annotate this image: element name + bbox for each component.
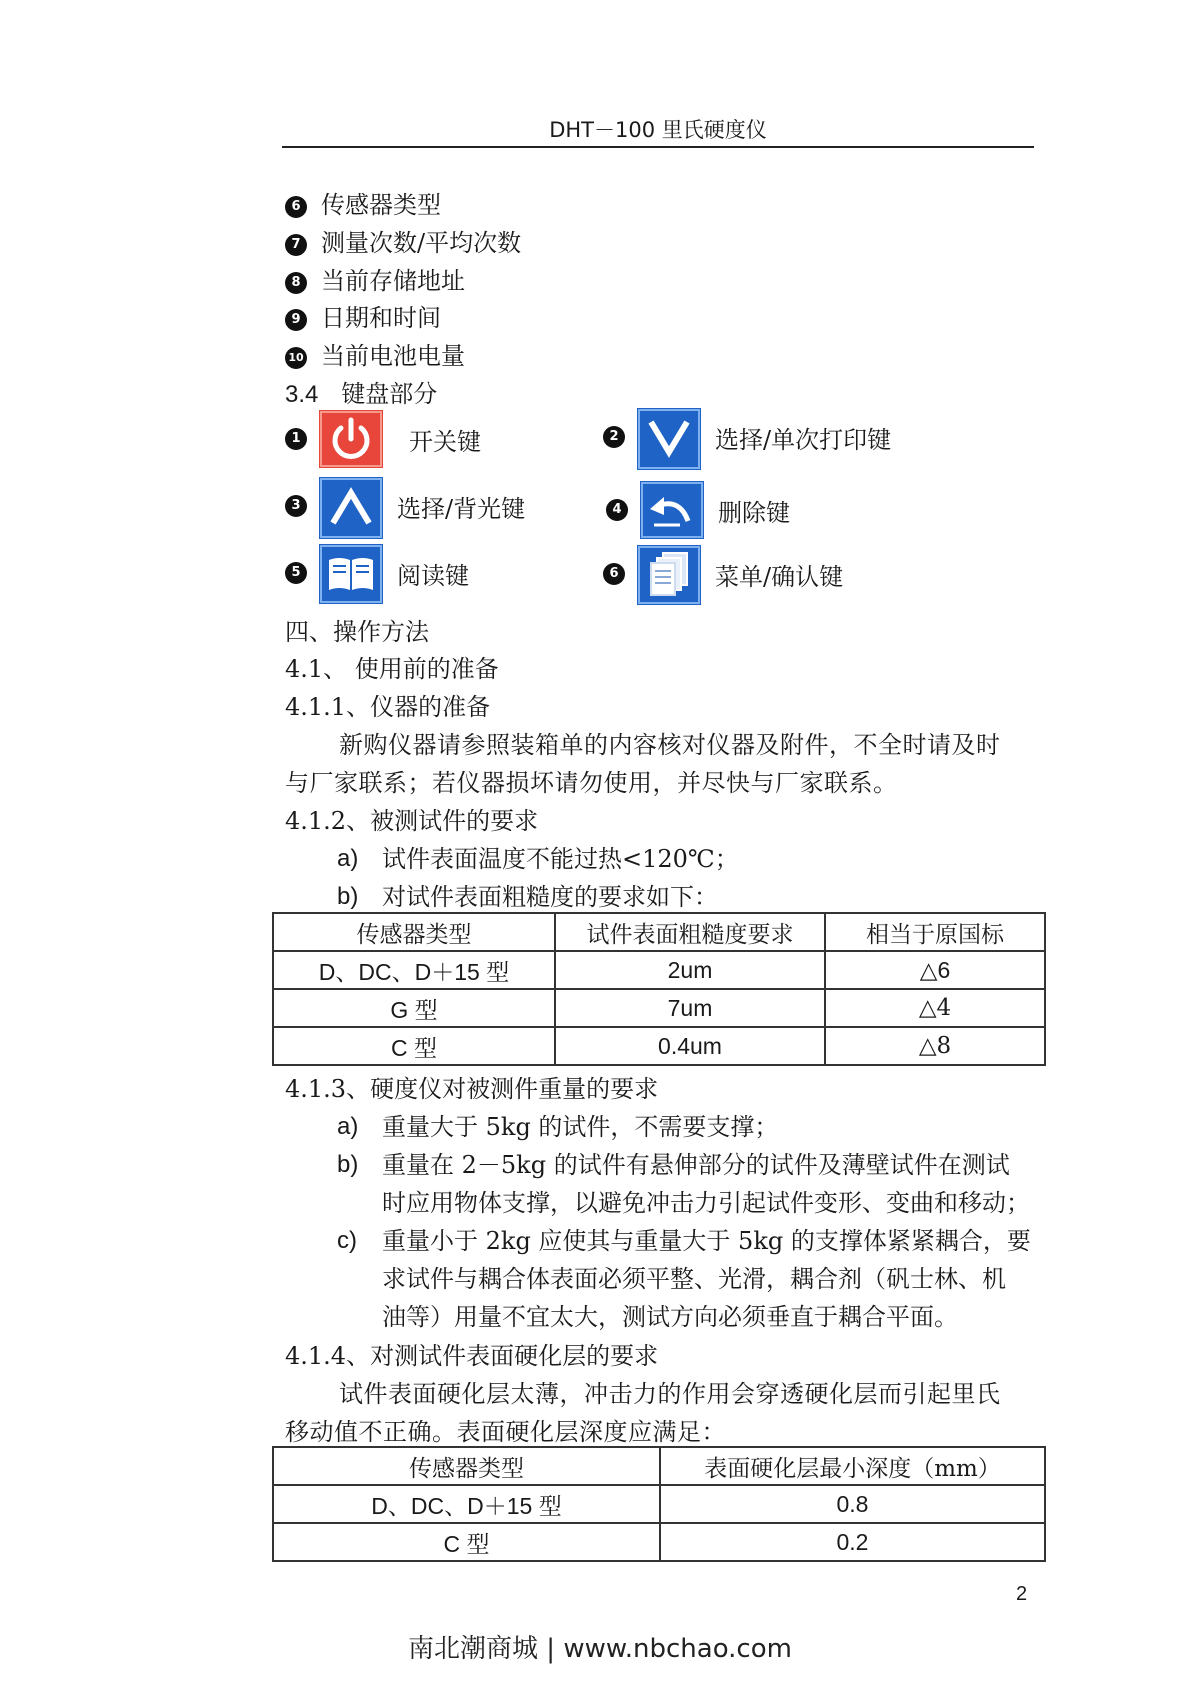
list-text: 重量大于 5kg 的试件，不需要支撑； [382, 1113, 779, 1141]
hardened-layer-table [272, 1446, 1046, 1562]
footer-brand: 南北潮商城 | www.nbchao.com [408, 1634, 792, 1664]
key-label: 删除键 [718, 498, 790, 527]
list-item [337, 878, 1037, 916]
table-header-cell: 试件表面粗糙度要求 [555, 913, 825, 951]
page-number: 2 [1016, 1583, 1028, 1605]
section-heading: 4.1、 使用前的准备 [285, 655, 499, 683]
list-item [285, 190, 441, 220]
list-item [337, 1146, 1037, 1222]
key-number: 3 [285, 495, 307, 517]
section-title: 键盘部分 [341, 380, 438, 408]
list-item [337, 840, 1037, 878]
book-icon [319, 544, 383, 602]
table-header-row [273, 913, 1045, 951]
list-marker: b) [337, 1151, 359, 1178]
key-label: 选择/背光键 [397, 494, 526, 523]
table-header-cell: 传感器类型 [273, 913, 555, 951]
paragraph-line: 新购仪器请参照装箱单的内容核对仪器及附件，不全时请及时 [339, 731, 1001, 759]
key-label: 选择/单次打印键 [715, 425, 892, 454]
table-cell: G 型 [273, 989, 555, 1027]
document-stack-icon [637, 545, 701, 603]
list-text-line: 求试件与耦合体表面必须平整、光滑，耦合剂（矾士林、机 [382, 1265, 1006, 1293]
key-number: 5 [285, 562, 307, 584]
table-cell: △8 [825, 1027, 1045, 1065]
table-header-cell: 传感器类型 [273, 1447, 660, 1485]
list-text: 对试件表面粗糙度的要求如下： [382, 883, 718, 911]
item-label: 当前电池电量 [321, 342, 465, 370]
item-label: 日期和时间 [321, 304, 441, 332]
item-number: 9 [285, 309, 307, 331]
key-number: 2 [603, 426, 625, 448]
key-label: 开关键 [409, 427, 481, 456]
section-heading [285, 379, 437, 410]
backspace-arrow-icon [640, 481, 704, 539]
item-label: 当前存储地址 [321, 267, 465, 295]
section-heading: 4.1.1、仪器的准备 [285, 693, 491, 721]
table-cell: C 型 [273, 1027, 555, 1065]
list-item [337, 1108, 1037, 1146]
list-item [285, 266, 465, 296]
section-heading: 4.1.2、被测试件的要求 [285, 807, 539, 835]
key-delete [606, 481, 790, 539]
item-label: 传感器类型 [321, 191, 441, 219]
table-row [273, 951, 1045, 989]
list-marker: c) [337, 1227, 357, 1254]
section-heading: 4.1.3、硬度仪对被测件重量的要求 [285, 1075, 659, 1103]
table-header-cell: 表面硬化层最小深度（mm） [660, 1447, 1045, 1485]
list-item [337, 1222, 1037, 1336]
table-header-row [273, 1447, 1045, 1485]
table-cell: 0.2 [660, 1523, 1045, 1561]
key-select-print [603, 408, 891, 466]
table-cell: 7um [555, 989, 825, 1027]
item-number: 10 [285, 347, 307, 369]
power-icon [319, 410, 383, 468]
list-marker: a) [337, 1113, 359, 1140]
list-item [285, 341, 465, 371]
table-row [273, 1485, 1045, 1523]
table-row [273, 1523, 1045, 1561]
chevron-down-icon [637, 408, 701, 466]
table-cell: D、DC、D＋15 型 [273, 1485, 660, 1523]
table-cell: △4 [825, 989, 1045, 1027]
list-item [285, 303, 441, 333]
key-menu-confirm [603, 545, 843, 603]
paragraph-line: 试件表面硬化层太薄，冲击力的作用会穿透硬化层而引起里氏 [339, 1380, 1001, 1408]
table-row [273, 1027, 1045, 1065]
key-label: 阅读键 [397, 561, 469, 590]
list-text-line: 油等）用量不宜太大，测试方向必须垂直于耦合平面。 [382, 1303, 958, 1331]
table-cell: D、DC、D＋15 型 [273, 951, 555, 989]
table-cell: 0.8 [660, 1485, 1045, 1523]
section-heading: 4.1.4、对测试件表面硬化层的要求 [285, 1342, 659, 1370]
list-text-line: 重量小于 2kg 应使其与重量大于 5kg 的支撑体紧紧耦合，要 [382, 1227, 1031, 1255]
section-heading: 四、操作方法 [285, 618, 429, 646]
table-cell: 0.4um [555, 1027, 825, 1065]
list-text: 试件表面温度不能过热<120℃； [382, 845, 739, 873]
page-header-title: DHT－100 里氏硬度仪 [549, 118, 767, 142]
chevron-up-icon [319, 477, 383, 535]
key-label: 菜单/确认键 [715, 562, 844, 591]
key-number: 6 [603, 563, 625, 585]
key-read [285, 544, 469, 602]
key-select-backlight [285, 477, 525, 535]
list-item [285, 228, 521, 258]
table-cell: C 型 [273, 1523, 660, 1561]
section-number: 3.4 [285, 381, 319, 408]
header-rule [282, 146, 1034, 148]
list-text-line: 时应用物体支撑，以避免冲击力引起试件变形、变曲和移动； [382, 1189, 1030, 1217]
key-number: 4 [606, 499, 628, 521]
list-text [382, 1146, 1037, 1222]
list-text-line: 重量在 2－5kg 的试件有悬伸部分的试件及薄壁试件在测试 [382, 1151, 1010, 1179]
table-row [273, 989, 1045, 1027]
item-number: 6 [285, 196, 307, 218]
table-cell: △6 [825, 951, 1045, 989]
table-cell: 2um [555, 951, 825, 989]
item-number: 7 [285, 234, 307, 256]
item-number: 8 [285, 272, 307, 294]
paragraph-line: 与厂家联系；若仪器损坏请勿使用，并尽快与厂家联系。 [285, 769, 898, 797]
list-marker: a) [337, 845, 359, 872]
list-marker: b) [337, 883, 359, 910]
roughness-table [272, 912, 1046, 1066]
key-number: 1 [285, 428, 307, 450]
key-power [285, 410, 481, 468]
item-label: 测量次数/平均次数 [321, 229, 522, 257]
list-text [382, 1222, 1037, 1336]
paragraph-line: 移动值不正确。表面硬化层深度应满足： [285, 1418, 726, 1446]
table-header-cell: 相当于原国标 [825, 913, 1045, 951]
